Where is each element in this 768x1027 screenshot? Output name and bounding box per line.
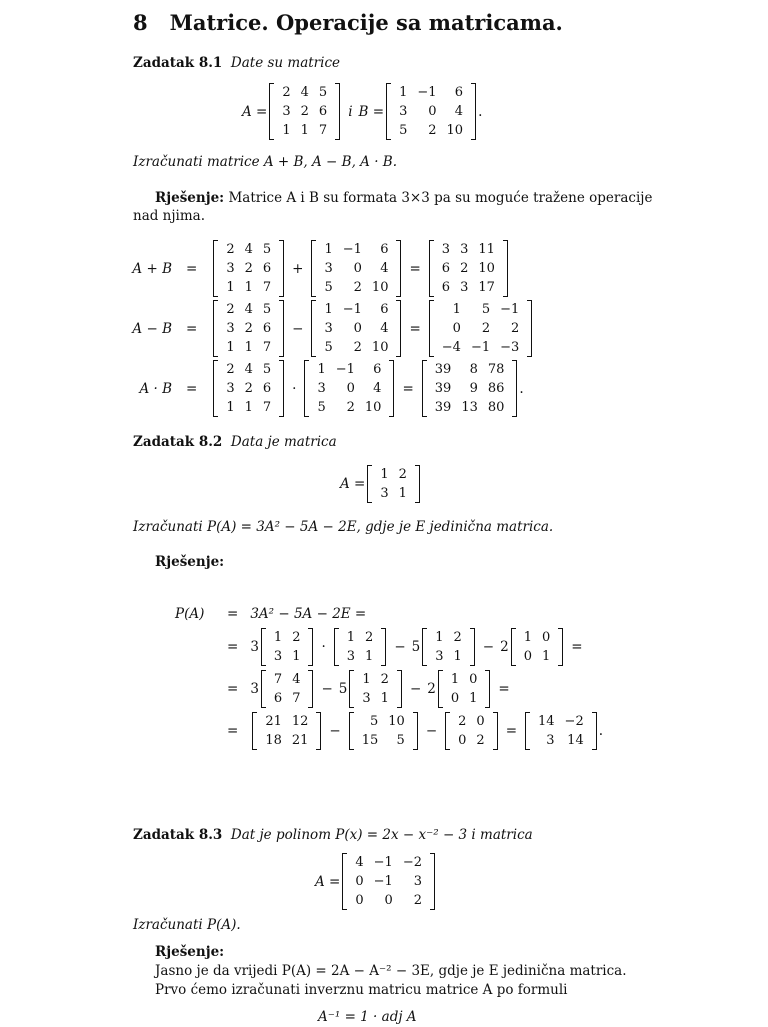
matrix-5a (349, 712, 418, 750)
coef-2: 2 (427, 681, 436, 697)
solution-text: Matrice A i B su formata 3×3 pa su moguće tražene operacije (228, 190, 653, 206)
matrix-a (367, 465, 420, 503)
matrix-cell: 3 (362, 691, 371, 706)
matrix-cell: 2 (428, 123, 437, 138)
equals: = (505, 723, 517, 739)
matrix-cell: 2 (282, 85, 291, 100)
matrix-cell: −1 (335, 362, 355, 377)
matrix-cell: 1 (244, 400, 253, 415)
matrix-cell: 3 (435, 649, 444, 664)
matrix-cell: 1 (435, 630, 444, 645)
matrix-cell: 3 (282, 104, 291, 119)
matrix-cell: 2 (380, 672, 389, 687)
matrix-cell: 1 (244, 280, 253, 295)
matrix-cell: 6 (380, 302, 389, 317)
matrix-e (511, 628, 564, 666)
task-8-2-heading (133, 433, 337, 452)
matrix-cell: 10 (371, 340, 389, 355)
matrix-cell: 39 (434, 362, 452, 377)
matrix-cell: 6 (262, 321, 272, 336)
equals: = (571, 639, 583, 655)
matrix-cell: 2 (481, 321, 491, 336)
matrix-product (422, 360, 518, 417)
matrix-cell: 3 (324, 321, 333, 336)
matrix-cell: 5 (481, 302, 491, 317)
lhs-product: A · B (139, 380, 172, 397)
task-intro: Data je matrica (230, 434, 337, 450)
matrix-cell: 0 (476, 714, 485, 729)
matrix-cell: 0 (346, 381, 355, 396)
times: · (321, 639, 326, 655)
matrix-cell: 1 (450, 672, 460, 687)
matrix-cell: 1 (398, 486, 407, 501)
matrix-cell: 6 (441, 280, 451, 295)
coef-5: 5 (411, 639, 421, 655)
matrix-cell: 2 (365, 630, 374, 645)
poly-line-4 (175, 712, 603, 750)
matrix-cell: 10 (446, 123, 464, 138)
matrix-cell: 21 (265, 714, 282, 729)
matrix-cell: 4 (300, 85, 309, 100)
equals: = (186, 320, 198, 337)
minus: − (321, 681, 333, 697)
matrix-cell: 78 (487, 362, 505, 377)
matrix-cell: 1 (362, 672, 371, 687)
matrix-a (213, 360, 284, 417)
solution-8-1-line2: nad njima. (133, 208, 206, 224)
task-label: Zadatak 8.3 (133, 827, 223, 843)
equation-product (120, 360, 524, 417)
equals: = (186, 380, 198, 397)
matrix-cell: 7 (292, 691, 301, 706)
matrix-cell: −1 (342, 302, 362, 317)
matrix-cell: 39 (434, 400, 452, 415)
matrix-3a2 (252, 712, 321, 750)
lhs-sum: A + B (132, 260, 172, 277)
matrix-cell: 14 (567, 733, 584, 748)
matrix-cell: 17 (478, 280, 495, 295)
matrix-cell: 4 (244, 302, 253, 317)
matrix-cell: 5 (396, 733, 405, 748)
matrix-cell: 4 (244, 242, 253, 257)
matrix-cell: 3 (226, 261, 235, 276)
matrix-b (311, 240, 401, 297)
matrix-cell: 8 (469, 362, 478, 377)
matrix-cell: 1 (282, 123, 291, 138)
matrix-cell: 13 (461, 400, 478, 415)
matrix-cell: 7 (262, 280, 272, 295)
matrix-cell: 6 (262, 261, 272, 276)
section-number: 8 (133, 10, 148, 35)
matrix-result (525, 712, 597, 750)
matrix-cell: −1 (470, 340, 491, 355)
matrix-cell: −1 (373, 855, 393, 870)
equals: = (409, 260, 421, 277)
matrix-b (311, 300, 401, 357)
matrix-cell: 10 (478, 261, 495, 276)
matrix-cell: 2 (226, 302, 235, 317)
task-8-3-question: Izračunati P(A). (133, 917, 241, 933)
matrix-cell: −1 (417, 85, 437, 100)
matrix-cell: −1 (373, 874, 393, 889)
matrix-cell: 7 (273, 672, 283, 687)
label-a: A = (315, 873, 341, 890)
solution-8-1-line1 (155, 189, 652, 208)
matrix-cell: −3 (500, 340, 520, 355)
matrix-cell: 1 (399, 85, 408, 100)
matrix-cell: 6 (380, 242, 389, 257)
matrix-definition-8-1 (242, 83, 482, 140)
matrix-cell: 5 (318, 85, 328, 100)
matrix-a (261, 628, 314, 666)
matrix-cell: 1 (365, 649, 374, 664)
matrix-cell: 1 (226, 280, 235, 295)
matrix-cell: 1 (244, 340, 253, 355)
equals: = (498, 681, 510, 697)
matrix-cell: 3 (460, 280, 469, 295)
matrix-cell: 3 (399, 104, 408, 119)
poly-line-2 (175, 628, 589, 666)
matrix-a (422, 628, 475, 666)
matrix-cell: 80 (487, 400, 505, 415)
equation-sum (120, 240, 510, 297)
matrix-cell: 10 (371, 280, 389, 295)
solution-label: Rješenje: (155, 190, 225, 206)
matrix-cell: 7 (318, 123, 328, 138)
matrix-cell: 1 (380, 467, 389, 482)
matrix-cell: 0 (353, 321, 362, 336)
task-8-3-heading (133, 826, 533, 845)
matrix-cell: 0 (428, 104, 437, 119)
matrix-cell: 6 (373, 362, 382, 377)
equals: = (227, 639, 239, 655)
matrix-cell: 2 (244, 261, 253, 276)
matrix-cell: 2 (460, 261, 469, 276)
period: . (519, 380, 524, 397)
equals: = (186, 260, 198, 277)
matrix-cell: 0 (450, 691, 460, 706)
matrix-cell: 5 (317, 400, 326, 415)
matrix-cell: 7 (262, 400, 272, 415)
matrix-cell: 1 (541, 649, 551, 664)
period: . (478, 103, 483, 120)
matrix-a (349, 670, 402, 708)
task-8-1-heading (133, 54, 340, 73)
matrix-cell: 0 (355, 893, 364, 908)
minus: − (409, 681, 422, 697)
matrix-cell: 3 (273, 649, 283, 664)
matrix-cell: 3 (413, 874, 422, 889)
matrix-cell: 1 (292, 649, 301, 664)
plus: + (292, 260, 304, 277)
task-intro: Date su matrice (230, 55, 340, 71)
solution-8-3-line2: Prvo ćemo izračunati inverznu matricu matrice A po formuli (155, 982, 568, 998)
poly-line-3 (175, 670, 516, 708)
poly-expression: 3A² − 5A − 2E = (250, 606, 367, 622)
matrix-cell: 0 (355, 874, 364, 889)
matrix-cell: 1 (317, 362, 326, 377)
matrix-cell: 6 (273, 691, 283, 706)
matrix-cell: −4 (441, 340, 461, 355)
matrix-cell: 7 (262, 340, 272, 355)
matrix-cell: 9 (469, 381, 478, 396)
matrix-cell: 4 (244, 362, 253, 377)
matrix-cell: 12 (291, 714, 309, 729)
matrix-cell: 3 (460, 242, 469, 257)
matrix-cell: 5 (262, 302, 272, 317)
matrix-cell: 3 (441, 242, 451, 257)
matrix-cell: 1 (300, 123, 309, 138)
matrix-cell: 4 (380, 321, 389, 336)
matrix-cell: 1 (273, 630, 283, 645)
matrix-cell: 0 (541, 630, 551, 645)
matrix-cell: 1 (452, 302, 461, 317)
matrix-cell: 4 (380, 261, 389, 276)
matrix-cell: 5 (399, 123, 408, 138)
matrix-cell: 86 (487, 381, 505, 396)
coef-5: 5 (338, 681, 348, 697)
matrix-cell: 11 (478, 242, 495, 257)
matrix-cell: 14 (538, 714, 555, 729)
matrix-cell: 1 (346, 630, 356, 645)
equals: = (227, 681, 239, 697)
matrix-cell: 2 (453, 630, 462, 645)
matrix-cell: 5 (262, 242, 272, 257)
matrix-cell: 2 (458, 714, 467, 729)
matrix-cell: 2 (353, 280, 362, 295)
equals: = (409, 320, 421, 337)
matrix-cell: 0 (384, 893, 393, 908)
matrix-definition-8-2 (340, 465, 422, 503)
matrix-cell: 2 (244, 381, 253, 396)
matrix-cell: 6 (318, 104, 328, 119)
matrix-cell: 2 (244, 321, 253, 336)
matrix-cell: 1 (324, 302, 333, 317)
matrix-cell: 3 (380, 486, 389, 501)
matrix-diff (429, 300, 533, 357)
task-8-1-question: Izračunati matrice A + B, A − B, A · B. (133, 154, 397, 170)
matrix-cell: 6 (262, 381, 272, 396)
equation-diff (120, 300, 534, 357)
matrix-cell: 1 (523, 630, 532, 645)
matrix-cell: 0 (353, 261, 362, 276)
matrix-cell: 4 (292, 672, 301, 687)
matrix-cell: 2 (398, 467, 407, 482)
matrix-cell: 1 (453, 649, 462, 664)
coef-3: 3 (250, 681, 259, 697)
matrix-cell: 2 (346, 400, 355, 415)
matrix-cell: 1 (226, 400, 235, 415)
task-label: Zadatak 8.2 (133, 434, 223, 450)
task-intro: Dat je polinom P(x) = 2x − x⁻² − 3 i matrica (230, 827, 533, 843)
matrix-cell: 5 (324, 340, 333, 355)
matrix-cell: 1 (324, 242, 333, 257)
matrix-cell: 6 (441, 261, 451, 276)
inverse-formula: A⁻¹ = 1 · adj A (318, 1009, 417, 1025)
matrix-cell: 0 (458, 733, 467, 748)
lhs-pa: P(A) (175, 606, 205, 622)
matrix-cell: 2 (413, 893, 422, 908)
matrix-cell: −1 (500, 302, 520, 317)
section-title-text: Matrice. Operacije sa matricama. (169, 10, 563, 35)
conjunction: i (348, 103, 353, 120)
minus: − (394, 639, 406, 655)
matrix-cell: 3 (346, 649, 356, 664)
matrix-cell: 2 (226, 242, 235, 257)
matrix-e (438, 670, 491, 708)
lhs-diff: A − B (132, 320, 172, 337)
matrix-2e (445, 712, 498, 750)
matrix-cell: 5 (262, 362, 272, 377)
matrix-cell: 3 (317, 381, 326, 396)
matrix-b (386, 83, 476, 140)
equals: = (227, 606, 239, 622)
matrix-cell: 1 (469, 691, 478, 706)
matrix-cell: 2 (226, 362, 235, 377)
solution-8-3-line1: Jasno je da vrijedi P(A) = 2A − A⁻² − 3E, gdje je E jedinična matrica. (155, 963, 627, 979)
matrix-cell: 2 (476, 733, 485, 748)
times: · (292, 380, 297, 397)
matrix-cell: −2 (564, 714, 584, 729)
matrix-cell: 1 (380, 691, 389, 706)
matrix-cell: 4 (373, 381, 382, 396)
matrix-cell: 2 (292, 630, 301, 645)
matrix-cell: 10 (388, 714, 405, 729)
matrix-a (342, 853, 435, 910)
matrix-cell: 3 (226, 381, 235, 396)
matrix-cell: 2 (511, 321, 520, 336)
matrix-cell: 21 (291, 733, 309, 748)
label-a: A = (340, 476, 366, 492)
matrix-cell: 3 (324, 261, 333, 276)
poly-line-1 (175, 606, 366, 622)
matrix-cell: 2 (300, 104, 309, 119)
matrix-cell: 0 (469, 672, 478, 687)
coef-2: 2 (500, 639, 509, 655)
matrix-b (304, 360, 394, 417)
matrix-a (334, 628, 387, 666)
matrix-cell: 2 (353, 340, 362, 355)
matrix-cell: 4 (355, 855, 364, 870)
matrix-a (213, 240, 284, 297)
matrix-cell: 6 (454, 85, 464, 100)
section-title (133, 10, 563, 35)
matrix-cell: 0 (523, 649, 532, 664)
matrix-cell: 39 (434, 381, 452, 396)
matrix-cell: 18 (265, 733, 282, 748)
matrix-cell: 3 (546, 733, 555, 748)
matrix-a-squared (261, 670, 314, 708)
coef-3: 3 (250, 639, 259, 655)
matrix-cell: 0 (452, 321, 461, 336)
matrix-cell: 4 (454, 104, 464, 119)
matrix-cell: −1 (342, 242, 362, 257)
label-a: A = (242, 103, 268, 120)
matrix-a (213, 300, 284, 357)
matrix-sum (429, 240, 508, 297)
matrix-cell: 5 (324, 280, 333, 295)
minus: − (292, 320, 304, 337)
task-8-2-question: Izračunati P(A) = 3A² − 5A − 2E, gdje je E jedinična matrica. (133, 519, 554, 535)
solution-8-3-label: Rješenje: (155, 944, 225, 960)
matrix-cell: 1 (226, 340, 235, 355)
matrix-cell: 10 (364, 400, 382, 415)
minus: − (329, 723, 341, 739)
matrix-cell: 15 (361, 733, 379, 748)
matrix-a (269, 83, 340, 140)
matrix-definition-8-3 (315, 853, 437, 910)
matrix-cell: 3 (226, 321, 235, 336)
equals: = (227, 723, 239, 739)
task-label: Zadatak 8.1 (133, 55, 223, 71)
equals: = (402, 380, 414, 397)
label-b: B = (358, 103, 385, 120)
matrix-cell: 5 (369, 714, 379, 729)
minus: − (425, 723, 438, 739)
period: . (598, 723, 604, 739)
solution-8-2-label: Rješenje: (155, 554, 225, 570)
minus: − (482, 639, 495, 655)
matrix-cell: −2 (402, 855, 422, 870)
